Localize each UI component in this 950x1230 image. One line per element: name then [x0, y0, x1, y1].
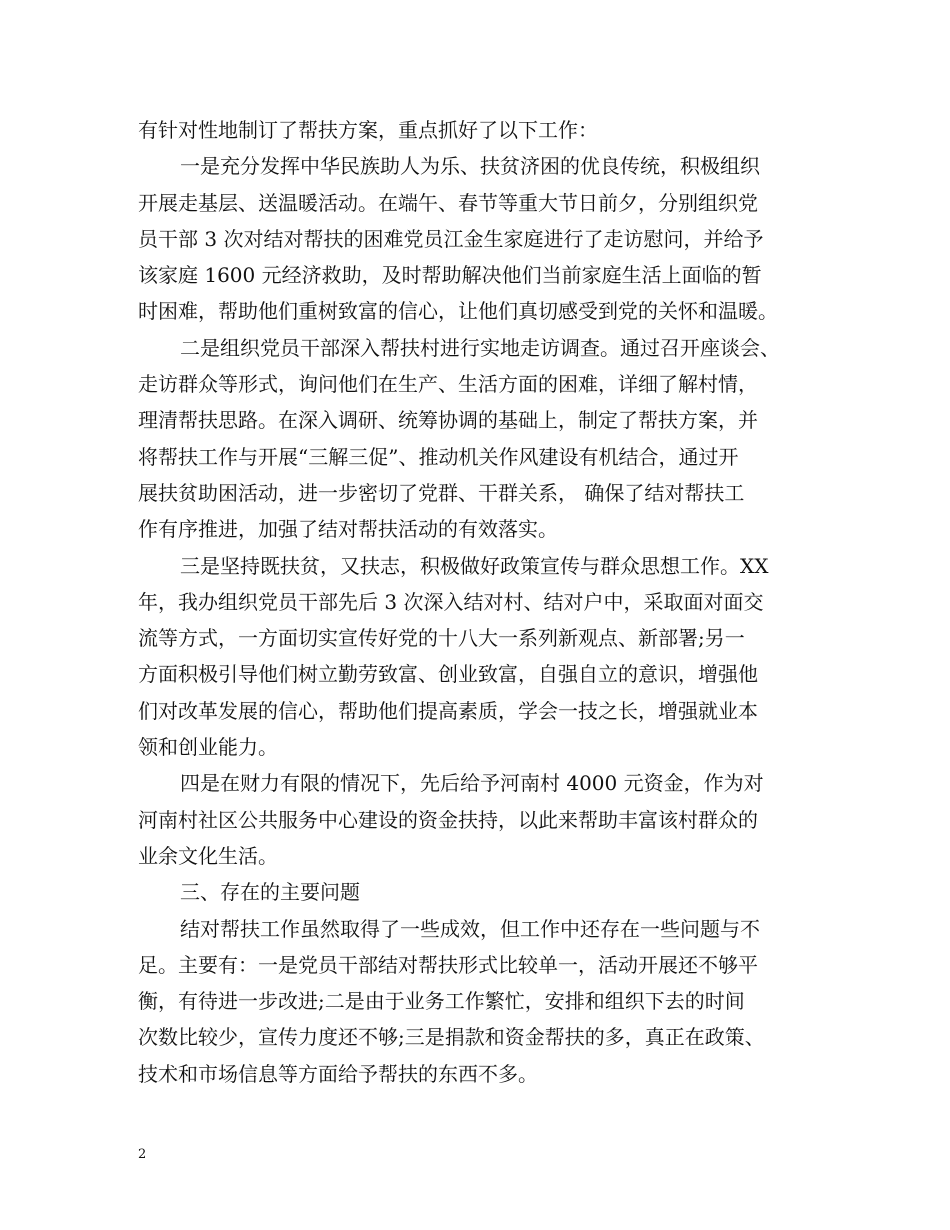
text-line: 员干部 3 次对结对帮扶的困难党员江金生家庭进行了走访慰问，并给予	[138, 226, 764, 251]
text-line: 年，我办组织党员干部先后 3 次深入结对村、结对户中，采取面对面交	[138, 589, 764, 614]
text-line: 三、存在的主要问题	[180, 880, 360, 905]
text-line: 将帮扶工作与开展“三解三促”、推动机关作风建设有机结合，通过开	[138, 444, 739, 469]
text-line: 足。主要有：一是党员干部结对帮扶形式比较单一，活动开展还不够平	[138, 952, 758, 977]
text-line: 走访群众等形式，询问他们在生产、生活方面的困难，详细了解村情，	[138, 372, 758, 397]
text-line: 结对帮扶工作虽然取得了一些成效，但工作中还存在一些问题与不	[180, 916, 760, 941]
text-line: 二是组织党员干部深入帮扶村进行实地走访调查。通过召开座谈会、	[180, 335, 780, 360]
page-number: 2	[138, 1147, 147, 1162]
text-line: 技术和市场信息等方面给予帮扶的东西不多。	[138, 1061, 538, 1086]
text-line: 时困难，帮助他们重树致富的信心，让他们真切感受到党的关怀和温暖。	[138, 299, 778, 324]
text-line: 衡，有待进一步改进;二是由于业务工作繁忙，安排和组织下去的时间	[138, 989, 745, 1014]
body-text	[138, 112, 828, 1092]
text-line: 领和创业能力。	[138, 735, 278, 760]
text-line: 河南村社区公共服务中心建设的资金扶持，以此来帮助丰富该村群众的	[138, 807, 758, 832]
text-line: 一是充分发挥中华民族助人为乐、扶贫济困的优良传统，积极组织	[180, 154, 760, 179]
text-line: 们对改革发展的信心，帮助他们提高素质，学会一技之长，增强就业本	[138, 698, 758, 723]
text-line: 开展走基层、送温暖活动。在端午、春节等重大节日前夕，分别组织党	[138, 190, 758, 215]
text-line: 三是坚持既扶贫，又扶志，积极做好政策宣传与群众思想工作。XX	[180, 553, 769, 578]
text-line: 方面积极引导他们树立勤劳致富、创业致富，自强自立的意识，增强他	[138, 662, 758, 687]
text-line: 有针对性地制订了帮扶方案，重点抓好了以下工作：	[138, 118, 598, 142]
text-line: 理清帮扶思路。在深入调研、统筹协调的基础上，制定了帮扶方案，并	[138, 408, 758, 433]
text-line: 流等方式，一方面切实宣传好党的十八大一系列新观点、新部署;另一	[138, 626, 745, 651]
text-line: 次数比较少，宣传力度还不够;三是捐款和资金帮扶的多，真正在政策、	[138, 1025, 765, 1050]
text-line: 展扶贫助困活动，进一步密切了党群、干群关系， 确保了结对帮扶工	[138, 480, 745, 505]
text-line: 业余文化生活。	[138, 843, 278, 868]
text-line: 作有序推进，加强了结对帮扶活动的有效落实。	[138, 517, 558, 542]
text-line: 四是在财力有限的情况下，先后给予河南村 4000 元资金，作为对	[180, 771, 764, 796]
text-line: 该家庭 1600 元经济救助，及时帮助解决他们当前家庭生活上面临的暂	[138, 263, 762, 288]
